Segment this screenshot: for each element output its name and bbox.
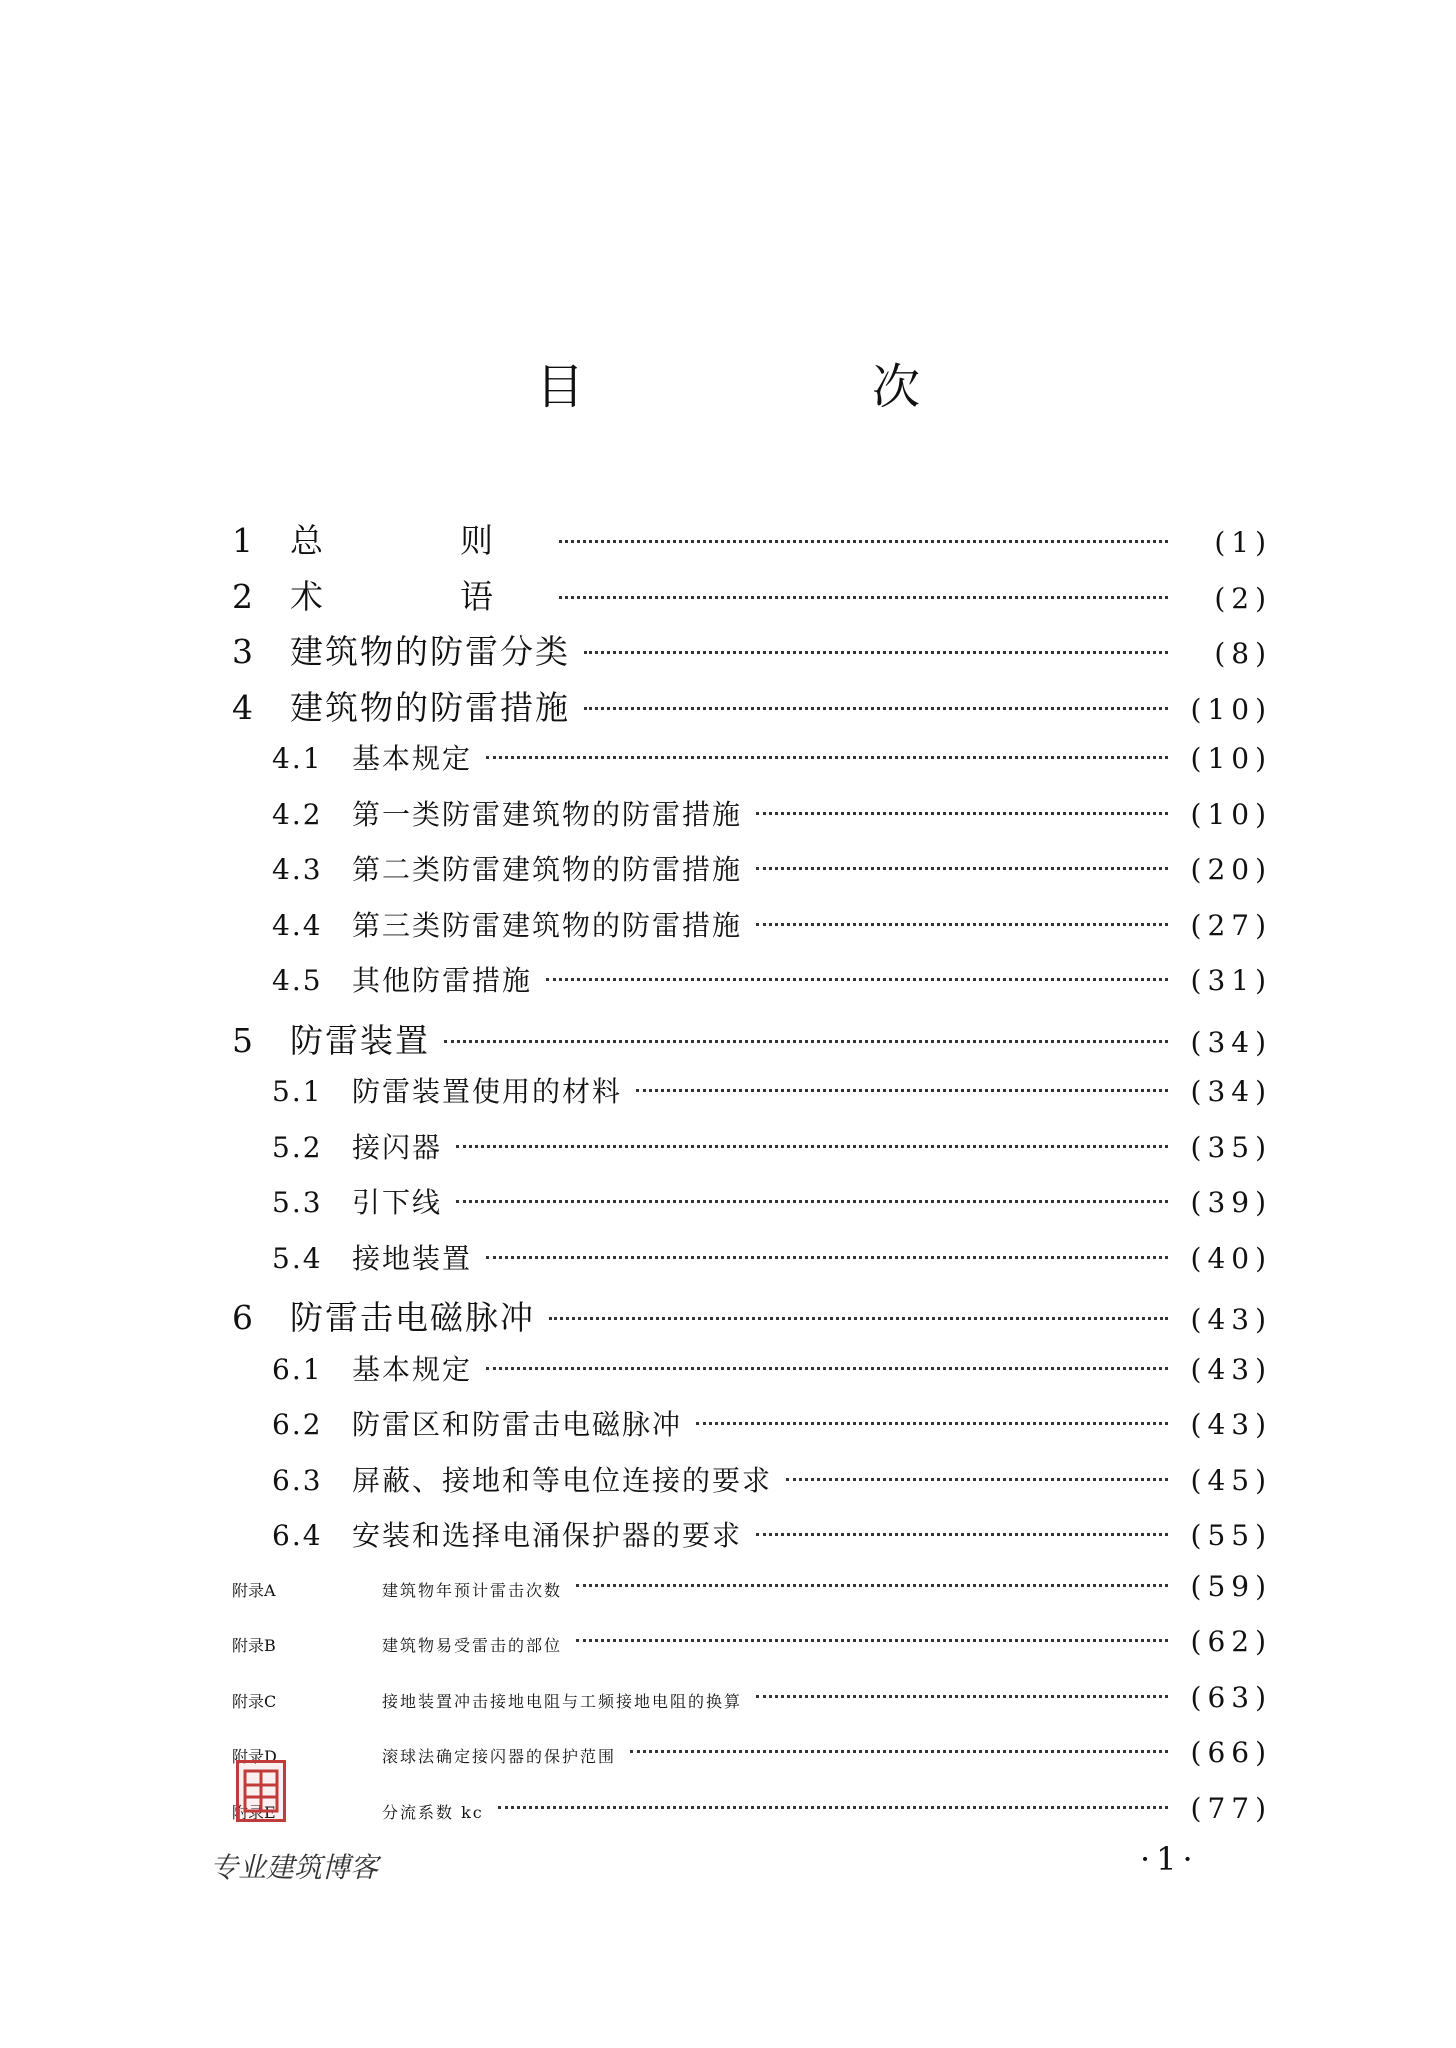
toc-entry-number: 附录D [232, 1747, 277, 1766]
toc-entry-number: 4.3 [272, 853, 323, 886]
toc-dot-leader [546, 978, 1168, 981]
toc-entry [232, 737, 1272, 793]
toc-entry-title: 防雷区和防雷击电磁脉冲 [352, 1408, 683, 1441]
toc-entry-page: (10) [1190, 797, 1272, 831]
toc-entry-number: 4.2 [272, 797, 323, 831]
seal-stamp-icon [236, 1760, 286, 1822]
toc-entry-number: 1 [232, 521, 253, 560]
toc-dot-leader [456, 1145, 1168, 1148]
toc-dot-leader [486, 1367, 1168, 1370]
toc-dot-leader [456, 1200, 1168, 1203]
toc-entry-number: 4 [232, 687, 253, 727]
toc-entry-number: 附录C [232, 1691, 277, 1711]
toc-entry [232, 1514, 1272, 1570]
toc-entry-title: 建筑物的防雷措施 [290, 687, 570, 727]
toc-dot-leader [486, 1256, 1168, 1259]
toc-entry-title: 接闪器 [352, 1130, 443, 1164]
toc-entry-page: (66) [1190, 1736, 1272, 1769]
toc-entry-title: 建筑物易受雷击的部位 [382, 1636, 563, 1655]
toc-entry-page: (43) [1190, 1408, 1272, 1441]
toc-entry-title: 建筑物年预计雷击次数 [382, 1580, 563, 1600]
toc-entry [232, 571, 1272, 627]
toc-entry-number: 5.2 [272, 1130, 323, 1164]
toc-entry [232, 1348, 1272, 1404]
toc-entry-title: 基本规定 [352, 742, 473, 775]
toc-entry-number: 4.1 [272, 742, 323, 775]
toc-entry-page: (8) [1214, 637, 1272, 670]
toc-entry-number: 6.3 [272, 1463, 323, 1497]
toc-entry-title: 滚球法确定接闪器的保护范围 [382, 1747, 617, 1766]
toc-dot-leader [786, 1478, 1168, 1481]
toc-entry-page: (34) [1190, 1025, 1272, 1059]
toc-entry [232, 1792, 1272, 1848]
toc-entry-title: 术 语 [290, 576, 545, 616]
toc-entry-title: 第一类防雷建筑物的防雷措施 [352, 797, 743, 831]
page-number: ·1· [1140, 1840, 1199, 1878]
toc-entry-page: (20) [1190, 853, 1272, 886]
toc-entry-number: 4.5 [272, 964, 323, 997]
watermark-text: 专业建筑博客 [210, 1851, 379, 1884]
toc-entry-number: 附录E [232, 1802, 276, 1822]
toc-entry [232, 793, 1272, 849]
toc-dot-leader [498, 1806, 1168, 1809]
toc-dot-leader [559, 540, 1168, 543]
toc-entry-title: 第二类防雷建筑物的防雷措施 [352, 853, 743, 886]
toc-entry [232, 1292, 1272, 1348]
toc-entry-number: 4.4 [272, 908, 323, 942]
toc-entry-title: 接地装置 [352, 1241, 473, 1275]
toc-entry-number: 附录B [232, 1636, 276, 1655]
toc-entry-title: 基本规定 [352, 1352, 473, 1386]
toc-entry-page: (43) [1190, 1352, 1272, 1386]
toc-entry-title: 安装和选择电涌保护器的要求 [352, 1519, 743, 1552]
toc-dot-leader [756, 812, 1168, 815]
toc-dot-leader [576, 1639, 1168, 1642]
toc-entry [232, 1403, 1272, 1459]
toc-entry [232, 959, 1272, 1015]
toc-dot-leader [486, 756, 1168, 759]
toc-entry-page: (59) [1190, 1569, 1272, 1603]
toc-entry-page: (35) [1190, 1130, 1272, 1164]
toc-dot-leader [584, 707, 1168, 710]
toc-entry-title: 第三类防雷建筑物的防雷措施 [352, 908, 743, 942]
toc-entry-number: 2 [232, 576, 253, 616]
toc-entry-number: 5.1 [272, 1075, 323, 1108]
toc-entry-number: 5 [232, 1020, 253, 1060]
toc-entry-page: (40) [1190, 1241, 1272, 1275]
toc-dot-leader [696, 1422, 1168, 1425]
toc-dot-leader [756, 923, 1168, 926]
page-title: 目 次 [535, 359, 1040, 415]
toc-entry [232, 515, 1272, 571]
toc-entry-page: (39) [1190, 1186, 1272, 1219]
toc-entry-number: 3 [232, 632, 253, 671]
toc-entry-title: 其他防雷措施 [352, 964, 533, 997]
toc-dot-leader [576, 1584, 1168, 1587]
toc-entry-number: 附录A [232, 1580, 276, 1600]
toc-entry-page: (31) [1190, 964, 1272, 997]
toc-entry [232, 1237, 1272, 1293]
toc-entry-page: (63) [1190, 1680, 1272, 1714]
toc-entry-title: 防雷装置 [290, 1020, 430, 1060]
toc-entry-page: (77) [1190, 1791, 1272, 1825]
toc-dot-leader [756, 1695, 1168, 1698]
toc-entry-title: 建筑物的防雷分类 [290, 632, 570, 671]
toc-entry-number: 5.4 [272, 1241, 323, 1275]
toc-dot-leader [549, 1317, 1168, 1320]
toc-entry-page: (55) [1190, 1519, 1272, 1552]
toc-entry-page: (62) [1190, 1625, 1272, 1658]
toc-entry [232, 1015, 1272, 1071]
toc-dot-leader [444, 1040, 1168, 1043]
toc-entry [232, 1070, 1272, 1126]
toc-entry-title: 屏蔽、接地和等电位连接的要求 [352, 1463, 773, 1497]
toc-dot-leader [756, 867, 1168, 870]
toc-entry [232, 904, 1272, 960]
toc-dot-leader [630, 1750, 1168, 1753]
toc-entry-page: (10) [1190, 742, 1272, 775]
toc-entry [232, 1459, 1272, 1515]
toc-entry [232, 1625, 1272, 1681]
toc-entry-page: (45) [1190, 1463, 1272, 1497]
toc-dot-leader [756, 1533, 1168, 1536]
toc-entry-page: (27) [1190, 908, 1272, 942]
table-of-contents [232, 515, 1272, 1847]
toc-dot-leader [584, 651, 1168, 654]
toc-entry-page: (43) [1190, 1303, 1272, 1336]
toc-entry-number: 5.3 [272, 1186, 323, 1219]
toc-entry-title: 总 则 [290, 521, 545, 560]
toc-entry-page: (34) [1190, 1075, 1272, 1108]
toc-entry [232, 626, 1272, 682]
toc-entry [232, 848, 1272, 904]
toc-entry [232, 1570, 1272, 1626]
toc-dot-leader [636, 1089, 1168, 1092]
toc-entry [232, 682, 1272, 738]
toc-entry-number: 6 [232, 1298, 253, 1337]
toc-entry-title: 防雷击电磁脉冲 [290, 1298, 535, 1337]
toc-entry-number: 6.1 [272, 1352, 323, 1386]
toc-entry-title: 接地装置冲击接地电阻与工频接地电阻的换算 [382, 1691, 743, 1711]
toc-entry-page: (2) [1214, 581, 1272, 615]
toc-entry-title: 分流系数 kc [382, 1802, 484, 1822]
toc-entry-page: (10) [1190, 692, 1272, 726]
toc-entry-number: 6.4 [272, 1519, 323, 1552]
toc-entry [232, 1181, 1272, 1237]
toc-entry-title: 防雷装置使用的材料 [352, 1075, 623, 1108]
toc-entry [232, 1681, 1272, 1737]
toc-entry-title: 引下线 [352, 1186, 443, 1219]
toc-entry [232, 1126, 1272, 1182]
toc-entry [232, 1736, 1272, 1792]
toc-entry-page: (1) [1214, 526, 1272, 559]
toc-dot-leader [559, 596, 1168, 599]
toc-entry-number: 6.2 [272, 1408, 323, 1441]
